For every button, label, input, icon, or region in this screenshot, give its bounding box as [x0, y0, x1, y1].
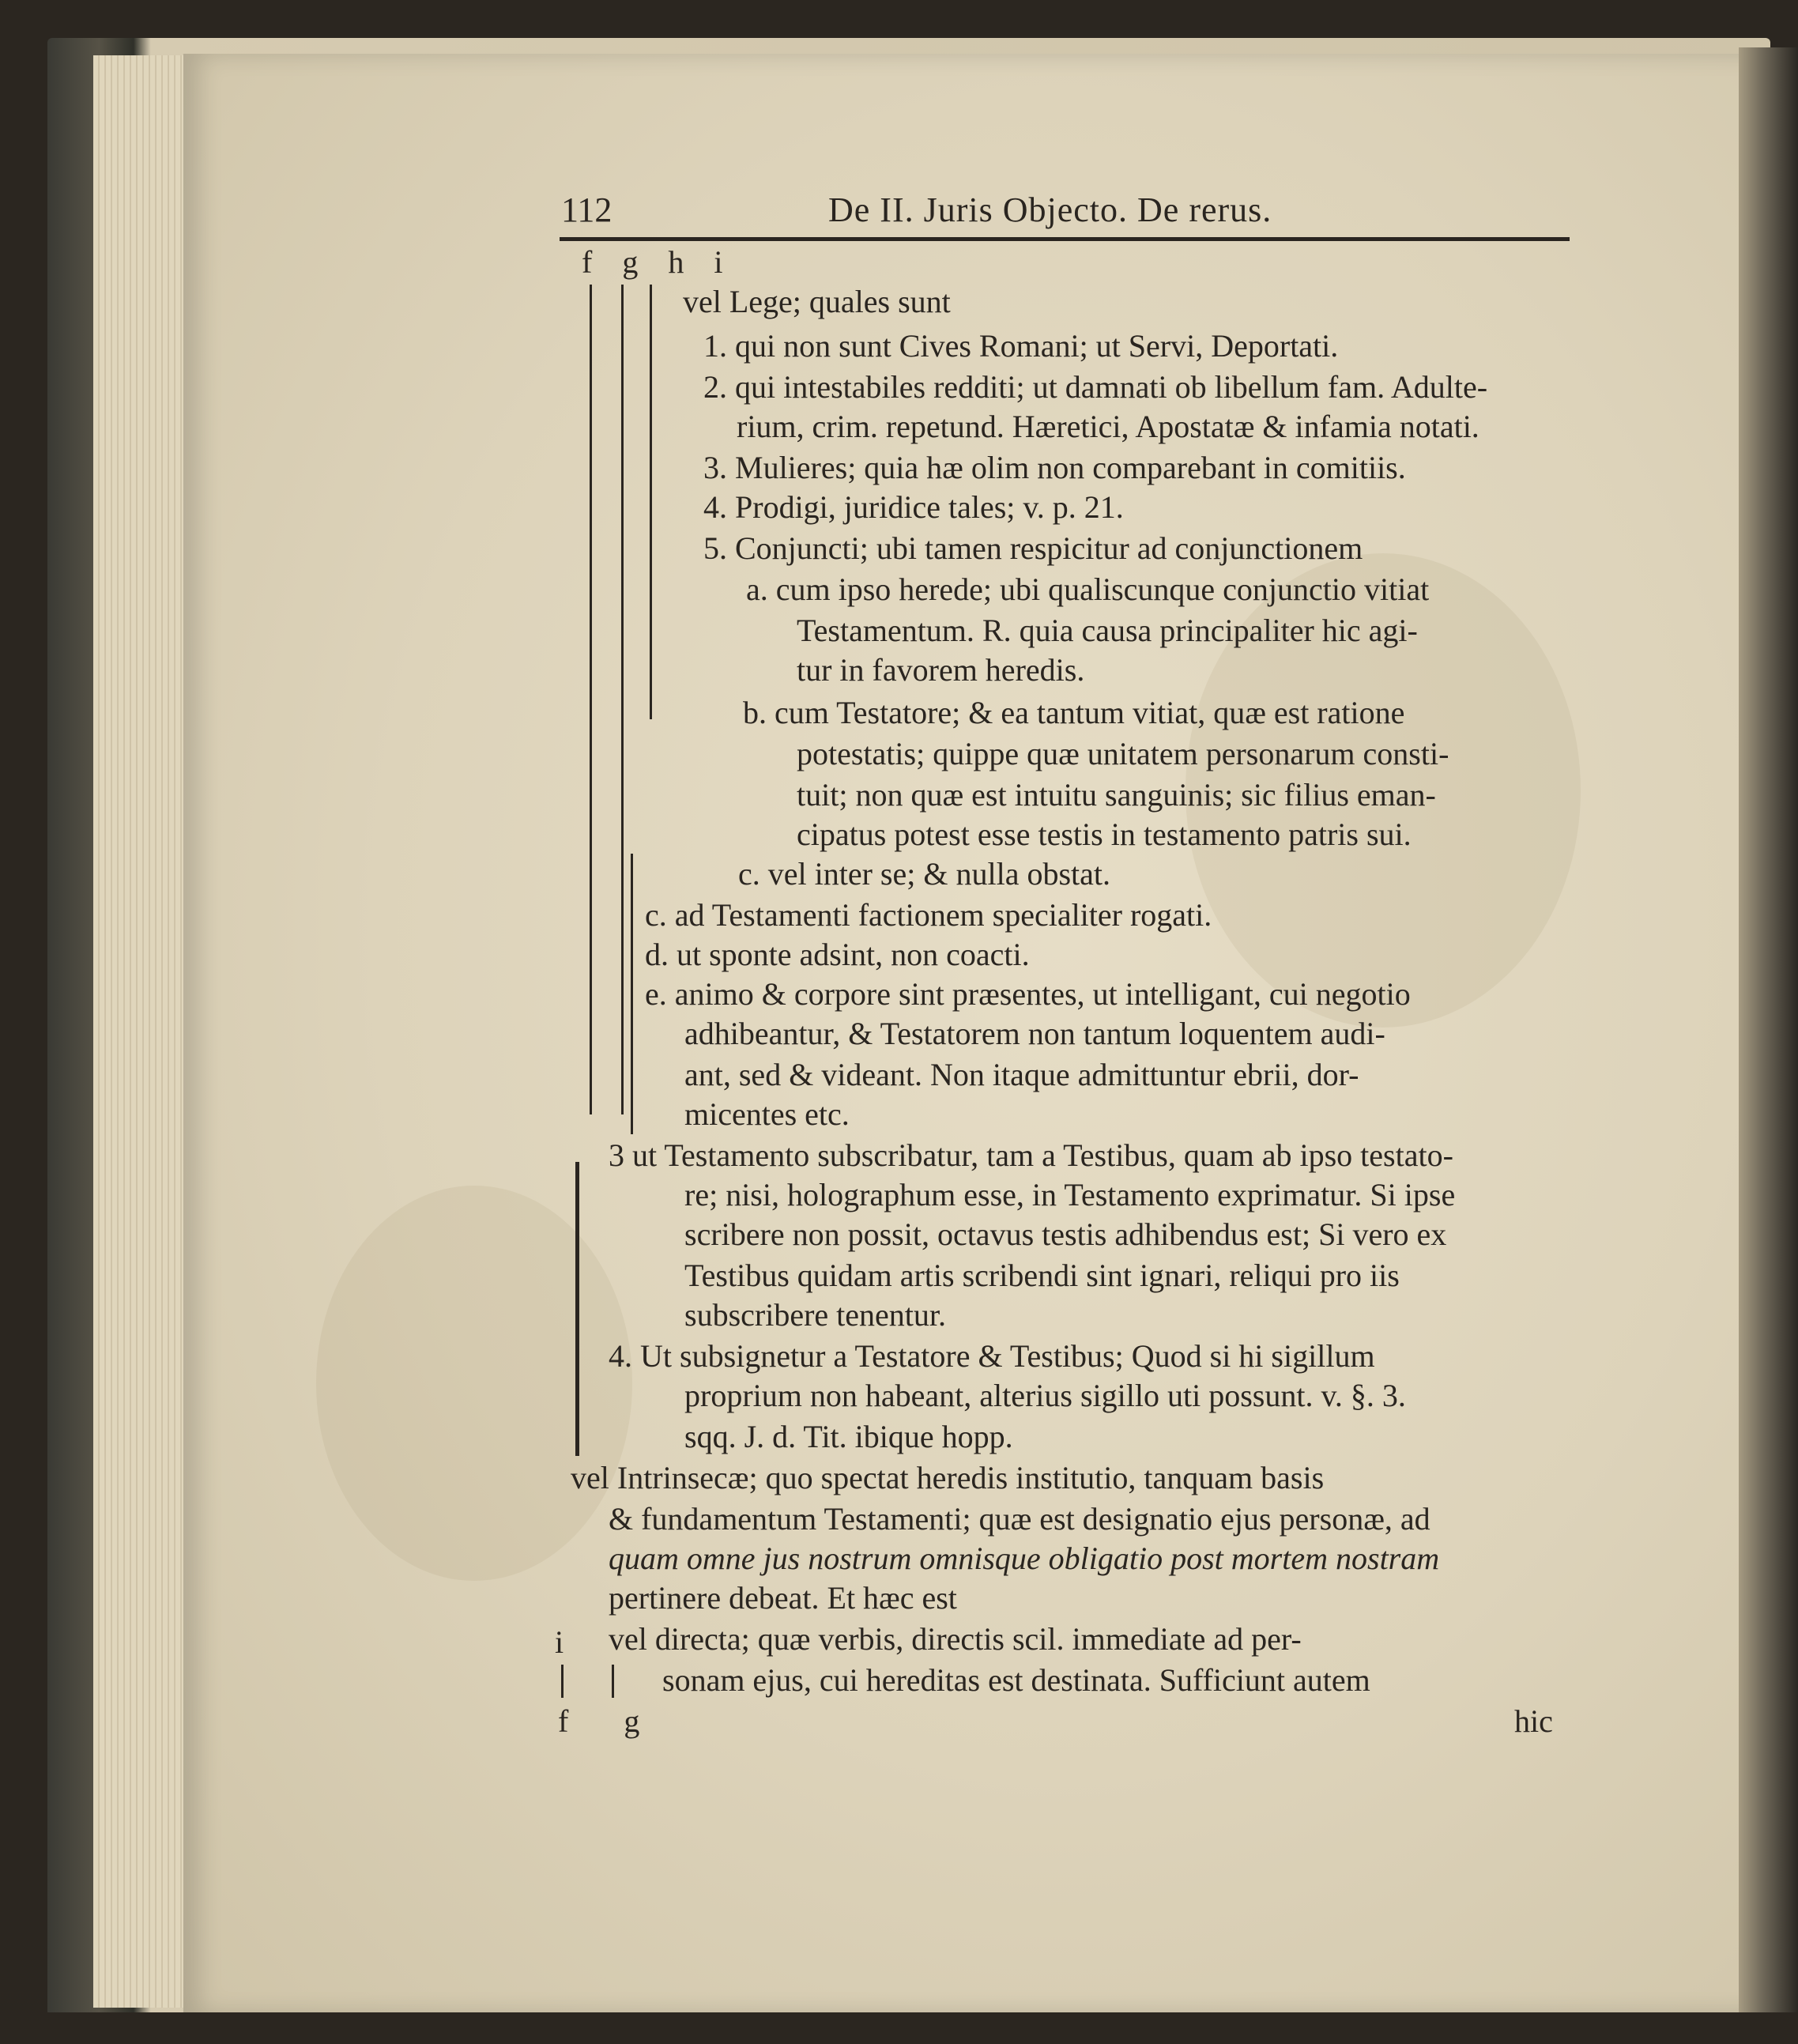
text-line: sonam ejus, cui hereditas est destinata. Sufficiunt autem	[662, 1662, 1370, 1698]
bracket-bar-sub	[631, 854, 633, 1134]
text-line: subscribere tenentur.	[684, 1297, 946, 1333]
text-line: 5. Conjuncti; ubi tamen respicitur ad conjunctionem	[703, 530, 1363, 566]
text-line: & fundamentum Testamenti; quæ est designatio ejus personæ, ad	[609, 1501, 1430, 1537]
level-letters: f g h i	[582, 244, 734, 280]
text-line: e. animo & corpore sint præsentes, ut intelligant, cui negotio	[645, 976, 1411, 1012]
header-rule	[560, 237, 1570, 241]
running-title: De II. Juris Objecto. De rerus.	[828, 190, 1272, 229]
text-line: a. cum ipso herede; ubi qualiscunque conjunctio vitiat	[746, 571, 1430, 607]
text-line: 2. qui intestabiles redditi; ut damnati ob libellum fam. Adulte-	[703, 369, 1488, 405]
text-line: cipatus potest esse testis in testamento patris sui.	[797, 816, 1412, 852]
text-line: sqq. J. d. Tit. ibique hopp.	[684, 1419, 1013, 1454]
bracket-bar-thick	[575, 1162, 579, 1456]
catchword: hic	[1514, 1703, 1553, 1739]
text-line: c. ad Testamenti factionem specialiter rogati.	[645, 897, 1212, 933]
text-line: adhibeantur, & Testatorem non tantum loquentem audi-	[684, 1016, 1385, 1051]
text-line: Testamentum. R. quia causa principaliter hic agi-	[797, 613, 1418, 648]
bracket-bar-g	[621, 285, 624, 1114]
text-line: 3 ut Testamento subscribatur, tam a Testibus, quam ab ipso testato-	[609, 1137, 1453, 1173]
text-line: scribere non possit, octavus testis adhibendus est; Si vero ex	[684, 1216, 1447, 1252]
text-line: micentes etc.	[684, 1096, 850, 1132]
bracket-bar-lower-f	[561, 1665, 564, 1698]
bracket-bar-lower-g	[612, 1665, 614, 1698]
text-line: potestatis; quippe quæ unitatem personarum consti-	[797, 736, 1449, 771]
text-line: 4. Prodigi, juridice tales; v. p. 21.	[703, 489, 1124, 525]
text-line: re; nisi, holographum esse, in Testamento exprimatur. Si ipse	[684, 1177, 1456, 1212]
text-line: ant, sed & videant. Non itaque admittuntur ebrii, dor-	[684, 1057, 1359, 1092]
text-line: 1. qui non sunt Cives Romani; ut Servi, Deportati.	[703, 328, 1339, 364]
text-line: 3. Mulieres; quia hæ olim non comparebant in comitiis.	[703, 450, 1406, 485]
level-letters-lower: f g	[558, 1703, 664, 1739]
text-line: c. vel inter se; & nulla obstat.	[738, 856, 1110, 892]
text-line: rium, crim. repetund. Hæretici, Apostatæ & infamia notati.	[737, 409, 1479, 444]
text-line: vel directa; quæ verbis, directis scil. immediate ad per-	[609, 1621, 1302, 1657]
text-line: d. ut sponte adsint, non coacti.	[645, 937, 1030, 972]
bracket-bar-h	[650, 285, 652, 719]
page-number: 112	[561, 190, 613, 229]
text-line: proprium non habeant, alterius sigillo uti possunt. v. §. 3.	[684, 1378, 1406, 1413]
text-line: quam omne jus nostrum omnisque obligatio post mortem nostram	[609, 1541, 1440, 1576]
bracket-bar-f	[590, 285, 592, 1114]
text-line: 4. Ut subsignetur a Testatore & Testibus; Quod si hi sigillum	[609, 1338, 1375, 1374]
text-line: tuit; non quæ est intuitu sanguinis; sic filius eman-	[797, 777, 1436, 813]
text-line: pertinere debeat. Et hæc est	[609, 1580, 957, 1616]
text-line: vel Lege; quales sunt	[683, 284, 951, 319]
text-line: vel Intrinsecæ; quo spectat heredis institutio, tanquam basis	[571, 1460, 1325, 1495]
text-line: tur in favorem heredis.	[797, 652, 1085, 688]
text-line: Testibus quidam artis scribendi sint ignari, reliqui pro iis	[684, 1258, 1400, 1293]
level-letter-i: i	[555, 1624, 564, 1660]
scan-border	[0, 2012, 1798, 2044]
text-line: b. cum Testatore; & ea tantum vitiat, quæ est ratione	[743, 695, 1405, 730]
